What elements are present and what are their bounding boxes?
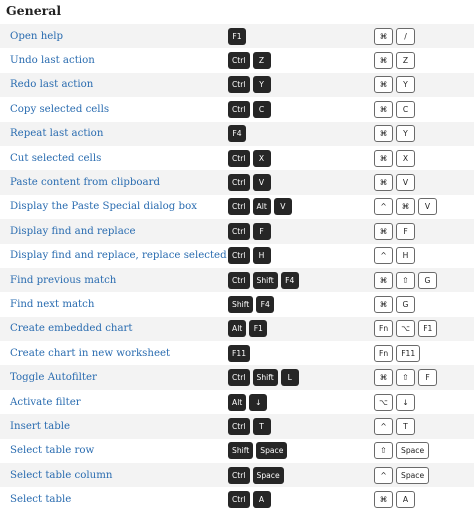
mac-key: F (396, 223, 415, 240)
windows-key: F4 (228, 125, 246, 142)
mac-keys (374, 442, 474, 459)
windows-keys (228, 174, 374, 191)
section-title: General (6, 3, 62, 18)
windows-key: F (253, 223, 271, 240)
mac-key: A (396, 491, 415, 508)
windows-key: H (253, 247, 271, 264)
mac-key: G (396, 296, 415, 313)
shortcut-table (0, 24, 474, 512)
shortcut-action-label: Select table column (10, 469, 113, 481)
windows-key: Ctrl (228, 76, 250, 93)
mac-key: ⇧ (396, 369, 415, 386)
windows-key: Shift (228, 296, 253, 313)
windows-key: Ctrl (228, 418, 250, 435)
mac-keys (374, 223, 474, 240)
shortcut-action-label: Display the Paste Special dialog box (10, 201, 197, 213)
shortcut-row (0, 365, 474, 389)
windows-key: Ctrl (228, 369, 250, 386)
windows-key: Ctrl (228, 223, 250, 240)
mac-key: ⌘ (374, 369, 393, 386)
windows-key: V (253, 174, 271, 191)
windows-key: Shift (228, 442, 253, 459)
mac-key: Y (396, 76, 415, 93)
shortcut-row (0, 122, 474, 146)
mac-keys (374, 345, 474, 362)
windows-keys (228, 467, 374, 484)
windows-key: F4 (281, 272, 299, 289)
mac-keys (374, 247, 474, 264)
windows-key: Z (253, 52, 271, 69)
mac-key: Z (396, 52, 415, 69)
windows-key: F11 (228, 345, 250, 362)
shortcut-action-label: Activate filter (10, 396, 81, 408)
windows-key: ↓ (249, 394, 267, 411)
windows-keys (228, 125, 374, 142)
mac-key: ⌘ (374, 491, 393, 508)
windows-key: Ctrl (228, 52, 250, 69)
windows-key: Ctrl (228, 150, 250, 167)
mac-key: ⌥ (396, 320, 415, 337)
windows-keys (228, 101, 374, 118)
shortcut-row (0, 463, 474, 487)
shortcut-row (0, 170, 474, 194)
mac-key: F11 (396, 345, 420, 362)
windows-key: Ctrl (228, 101, 250, 118)
windows-keys (228, 76, 374, 93)
windows-keys (228, 296, 374, 313)
mac-keys (374, 52, 474, 69)
mac-key: ↓ (396, 394, 415, 411)
windows-keys (228, 320, 374, 337)
mac-key: G (418, 272, 437, 289)
windows-keys (228, 345, 374, 362)
mac-key: Fn (374, 320, 393, 337)
mac-key: Y (396, 125, 415, 142)
shortcut-action-label: Paste content from clipboard (10, 177, 161, 189)
windows-key: Space (253, 467, 284, 484)
shortcut-action-label: Cut selected cells (10, 152, 102, 164)
mac-keys (374, 491, 474, 508)
shortcut-action-label: Toggle Autofilter (10, 372, 97, 384)
windows-key: V (274, 198, 292, 215)
mac-key: H (396, 247, 415, 264)
shortcut-row (0, 268, 474, 292)
mac-key: F1 (418, 320, 437, 337)
shortcut-action-label: Insert table (10, 420, 71, 432)
shortcut-action-label: Find previous match (10, 274, 117, 286)
mac-key: ⌘ (374, 174, 393, 191)
shortcut-action-label: Select table (10, 494, 72, 506)
mac-key: ⇧ (374, 442, 393, 459)
shortcut-row (0, 317, 474, 341)
mac-key: ⌘ (374, 28, 393, 45)
windows-keys (228, 223, 374, 240)
shortcut-action-label: Undo last action (10, 55, 95, 67)
mac-key: ⌘ (374, 125, 393, 142)
mac-key: ⌘ (374, 52, 393, 69)
mac-key: ^ (374, 418, 393, 435)
mac-keys (374, 320, 474, 337)
mac-key: V (418, 198, 437, 215)
shortcut-row (0, 219, 474, 243)
windows-keys (228, 394, 374, 411)
windows-keys (228, 150, 374, 167)
mac-keys (374, 174, 474, 191)
mac-key: ⌘ (374, 272, 393, 289)
mac-keys (374, 125, 474, 142)
windows-key: F4 (256, 296, 274, 313)
mac-key: Space (396, 442, 429, 459)
windows-key: Ctrl (228, 174, 250, 191)
mac-keys (374, 150, 474, 167)
shortcut-action-label: Create embedded chart (10, 323, 133, 335)
windows-key: F1 (228, 28, 246, 45)
shortcut-row (0, 73, 474, 97)
mac-key: ⌘ (374, 296, 393, 313)
mac-key: Space (396, 467, 429, 484)
windows-key: Ctrl (228, 198, 250, 215)
shortcut-action-label: Create chart in new worksheet (10, 347, 171, 359)
mac-keys (374, 394, 474, 411)
mac-key: ⌘ (374, 223, 393, 240)
shortcut-row (0, 487, 474, 511)
windows-key: Ctrl (228, 491, 250, 508)
shortcut-row (0, 341, 474, 365)
windows-keys (228, 369, 374, 386)
windows-keys (228, 418, 374, 435)
mac-keys (374, 467, 474, 484)
windows-keys (228, 28, 374, 45)
windows-key: F1 (249, 320, 267, 337)
mac-keys (374, 369, 474, 386)
shortcut-row (0, 24, 474, 48)
windows-keys (228, 198, 374, 215)
windows-keys (228, 442, 374, 459)
mac-key: C (396, 101, 415, 118)
mac-keys (374, 101, 474, 118)
shortcut-action-label: Display find and replace, replace selected (10, 250, 227, 262)
windows-key: Ctrl (228, 272, 250, 289)
shortcut-row (0, 146, 474, 170)
windows-key: Ctrl (228, 247, 250, 264)
shortcut-action-label: Open help (10, 30, 64, 42)
windows-keys (228, 247, 374, 264)
mac-keys (374, 28, 474, 45)
windows-key: Shift (253, 369, 278, 386)
mac-key: ⌥ (374, 394, 393, 411)
mac-key: / (396, 28, 415, 45)
mac-keys (374, 198, 474, 215)
mac-key: Fn (374, 345, 393, 362)
mac-key: F (418, 369, 437, 386)
windows-key: X (253, 150, 271, 167)
windows-key: Shift (253, 272, 278, 289)
mac-key: ⌘ (374, 150, 393, 167)
mac-keys (374, 418, 474, 435)
mac-key: V (396, 174, 415, 191)
windows-key: Y (253, 76, 271, 93)
windows-key: A (253, 491, 271, 508)
mac-key: ^ (374, 247, 393, 264)
windows-key: C (253, 101, 271, 118)
windows-key: T (253, 418, 271, 435)
windows-keys (228, 52, 374, 69)
shortcut-row (0, 97, 474, 121)
mac-key: ⇧ (396, 272, 415, 289)
mac-key: ⌘ (396, 198, 415, 215)
mac-keys (374, 76, 474, 93)
mac-key: ⌘ (374, 76, 393, 93)
shortcut-row (0, 414, 474, 438)
windows-keys (228, 272, 374, 289)
shortcut-action-label: Display find and replace (10, 225, 136, 237)
shortcut-action-label: Select table row (10, 445, 95, 457)
shortcut-action-label: Repeat last action (10, 128, 104, 140)
windows-key: Alt (253, 198, 271, 215)
mac-keys (374, 296, 474, 313)
shortcut-row (0, 48, 474, 72)
shortcut-row (0, 390, 474, 414)
windows-key: Ctrl (228, 467, 250, 484)
shortcut-row (0, 439, 474, 463)
mac-key: X (396, 150, 415, 167)
shortcut-row (0, 292, 474, 316)
mac-key: ^ (374, 467, 393, 484)
mac-key: ^ (374, 198, 393, 215)
windows-key: L (281, 369, 299, 386)
shortcut-action-label: Find next match (10, 298, 95, 310)
windows-keys (228, 491, 374, 508)
shortcut-row (0, 195, 474, 219)
windows-key: Space (256, 442, 287, 459)
windows-key: Alt (228, 320, 246, 337)
mac-keys (374, 272, 474, 289)
mac-key: T (396, 418, 415, 435)
shortcut-action-label: Redo last action (10, 79, 94, 91)
windows-key: Alt (228, 394, 246, 411)
shortcut-row (0, 244, 474, 268)
mac-key: ⌘ (374, 101, 393, 118)
shortcut-action-label: Copy selected cells (10, 103, 110, 115)
